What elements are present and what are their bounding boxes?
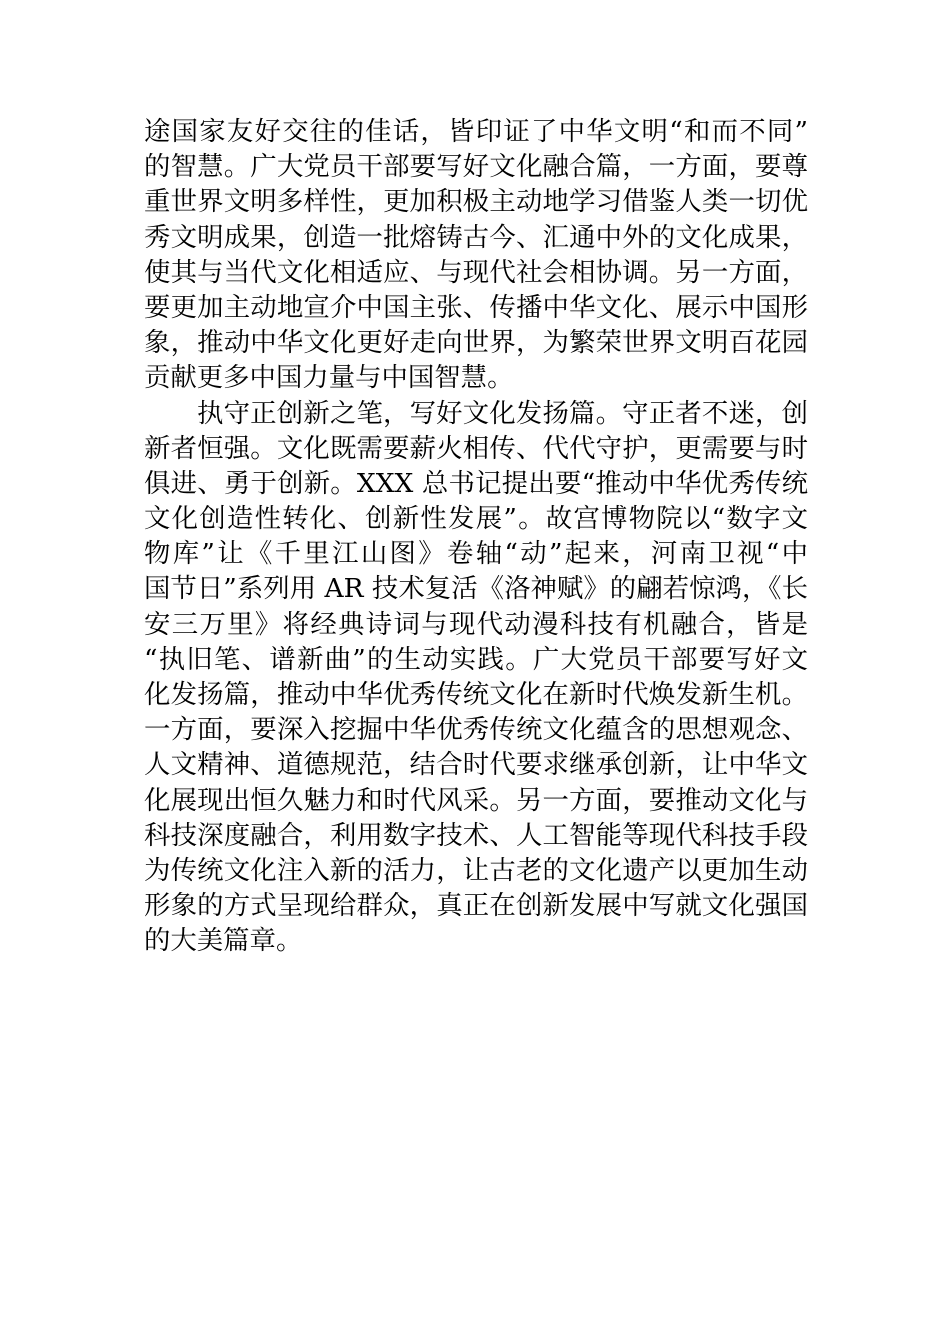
paragraph-1 xyxy=(144,114,808,396)
text-line: 科技深度融合，利用数字技术、人工智能等现代科技手段 xyxy=(144,819,808,851)
text-line: 物库”让《千里江山图》卷轴“动”起来，河南卫视“中 xyxy=(144,538,808,570)
text-line: 俱进、勇于创新。XXX 总书记提出要“推动中华优秀传统 xyxy=(144,467,808,499)
text-line: 贡献更多中国力量与中国智慧。 xyxy=(144,362,514,394)
text-line: 秀文明成果，创造一批熔铸古今、汇通中外的文化成果， xyxy=(144,221,808,253)
text-line: 为传统文化注入新的活力，让古老的文化遗产以更加生动 xyxy=(144,854,808,886)
text-line: 安三万里》将经典诗词与现代动漫科技有机融合，皆是 xyxy=(144,608,808,640)
text-line: 化展现出恒久魅力和时代风采。另一方面，要推动文化与 xyxy=(144,784,808,816)
text-line: 一方面，要深入挖掘中华优秀传统文化蕴含的思想观念、 xyxy=(144,714,808,746)
text-line: 象，推动中华文化更好走向世界，为繁荣世界文明百花园 xyxy=(144,327,808,359)
text-line: 化发扬篇，推动中华优秀传统文化在新时代焕发新生机。 xyxy=(144,679,808,710)
text-line: 文化创造性转化、创新性发展”。故宫博物院以“数字文 xyxy=(144,503,808,535)
text-line: 人文精神、道德规范，结合时代要求继承创新，让中华文 xyxy=(144,749,808,781)
text-line: 的智慧。广大党员干部要写好文化融合篇，一方面，要尊 xyxy=(144,151,808,183)
document-body xyxy=(144,114,808,959)
paragraph-2 xyxy=(144,396,808,959)
text-line: “执旧笔、谱新曲”的生动实践。广大党员干部要写好文 xyxy=(144,643,808,675)
text-line: 国节日”系列用 AR 技术复活《洛神赋》的翩若惊鸿，《长 xyxy=(144,573,808,605)
text-line: 途国家友好交往的佳话，皆印证了中华文明“和而不同” xyxy=(144,116,808,147)
text-line: 新者恒强。文化既需要薪火相传、代代守护，更需要与时 xyxy=(144,432,808,464)
text-line: 形象的方式呈现给群众，真正在创新发展中写就文化强国 xyxy=(144,890,808,922)
text-line: 执守正创新之笔，写好文化发扬篇。守正者不迷，创 xyxy=(197,397,808,429)
text-line: 使其与当代文化相适应、与现代社会相协调。另一方面， xyxy=(144,256,808,288)
text-line: 要更加主动地宣介中国主张、传播中华文化、展示中国形 xyxy=(144,291,808,323)
text-line: 重世界文明多样性，更加积极主动地学习借鉴人类一切优 xyxy=(144,186,808,218)
text-line: 的大美篇章。 xyxy=(144,925,303,957)
